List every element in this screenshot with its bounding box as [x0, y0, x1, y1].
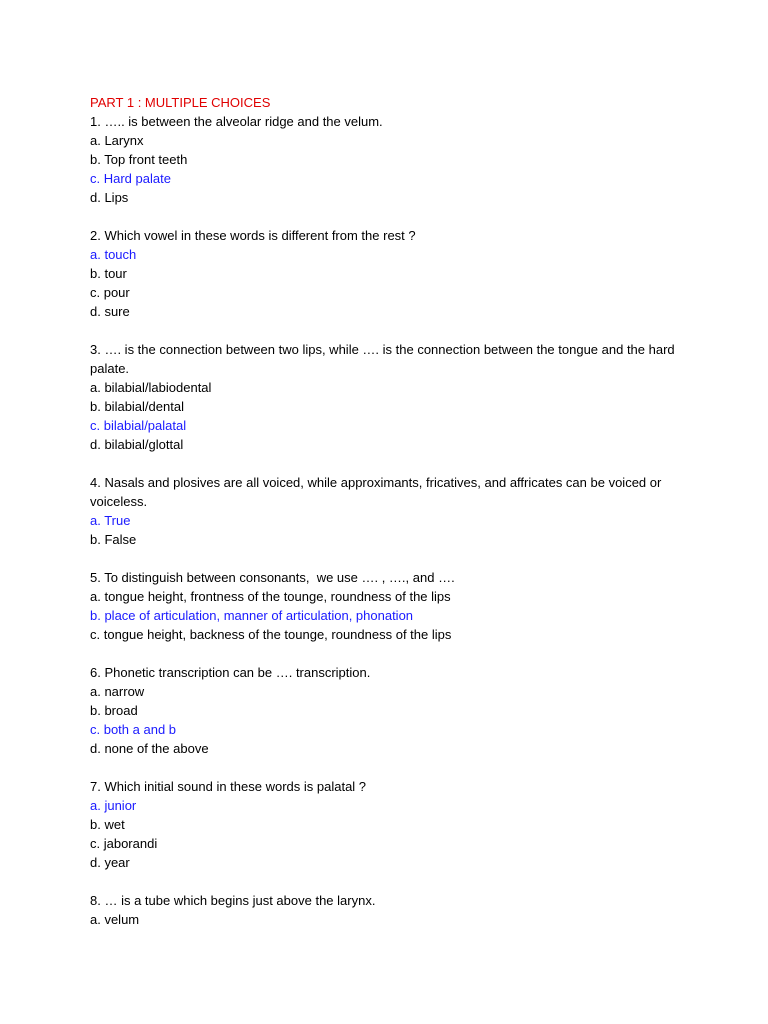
question-4: [90, 473, 700, 549]
question-5: [90, 568, 700, 644]
answer-option: a. Larynx: [90, 133, 144, 148]
answer-option: a. bilabial/labiodental: [90, 380, 212, 395]
answer-option: c. pour: [90, 285, 130, 300]
question-prompt: 3. …. is the connection between two lips, while …. is the connection between the tongue and the hard palate.: [90, 342, 679, 376]
answer-option-correct: c. both a and b: [90, 722, 177, 737]
answer-option: b. bilabial/dental: [90, 399, 184, 414]
answer-option: d. none of the above: [90, 741, 209, 756]
answer-option: b. tour: [90, 266, 127, 281]
answer-option: c. tongue height, backness of the tounge, roundness of the lips: [90, 627, 452, 642]
answer-option: b. broad: [90, 703, 138, 718]
answer-option-correct: c. Hard palate: [90, 171, 171, 186]
section-title: PART 1 : MULTIPLE CHOICES: [90, 95, 271, 110]
question-6: [90, 663, 700, 758]
question-prompt: 6. Phonetic transcription can be …. transcription.: [90, 665, 371, 680]
document-content: [90, 93, 700, 929]
answer-option: b. wet: [90, 817, 125, 832]
question-7: [90, 777, 700, 872]
answer-option-correct: b. place of articulation, manner of articulation, phonation: [90, 608, 414, 623]
answer-option-correct: a. touch: [90, 247, 137, 262]
answer-option: b. False: [90, 532, 137, 547]
question-8: [90, 891, 700, 929]
answer-option: a. narrow: [90, 684, 145, 699]
answer-option: d. Lips: [90, 190, 129, 205]
question-list: [90, 112, 700, 929]
answer-option: c. jaborandi: [90, 836, 158, 851]
answer-option: a. tongue height, frontness of the tounge, roundness of the lips: [90, 589, 451, 604]
question-prompt: 1. ….. is between the alveolar ridge and the velum.: [90, 114, 383, 129]
answer-option: d. bilabial/glottal: [90, 437, 184, 452]
question-prompt: 2. Which vowel in these words is different from the rest ?: [90, 228, 416, 243]
answer-option: b. Top front teeth: [90, 152, 188, 167]
question-prompt: 8. … is a tube which begins just above the larynx.: [90, 893, 376, 908]
question-2: [90, 226, 700, 321]
question-prompt: 5. To distinguish between consonants, we use …. , …., and ….: [90, 570, 455, 585]
question-prompt: 4. Nasals and plosives are all voiced, while approximants, fricatives, and affricates can be voiced or voiceless.: [90, 475, 665, 509]
question-prompt: 7. Which initial sound in these words is palatal ?: [90, 779, 367, 794]
answer-option-correct: c. bilabial/palatal: [90, 418, 187, 433]
answer-option-correct: a. True: [90, 513, 131, 528]
question-1: [90, 112, 700, 207]
question-3: [90, 340, 700, 454]
answer-option: d. year: [90, 855, 130, 870]
answer-option: a. velum: [90, 912, 140, 927]
answer-option-correct: a. junior: [90, 798, 137, 813]
answer-option: d. sure: [90, 304, 130, 319]
